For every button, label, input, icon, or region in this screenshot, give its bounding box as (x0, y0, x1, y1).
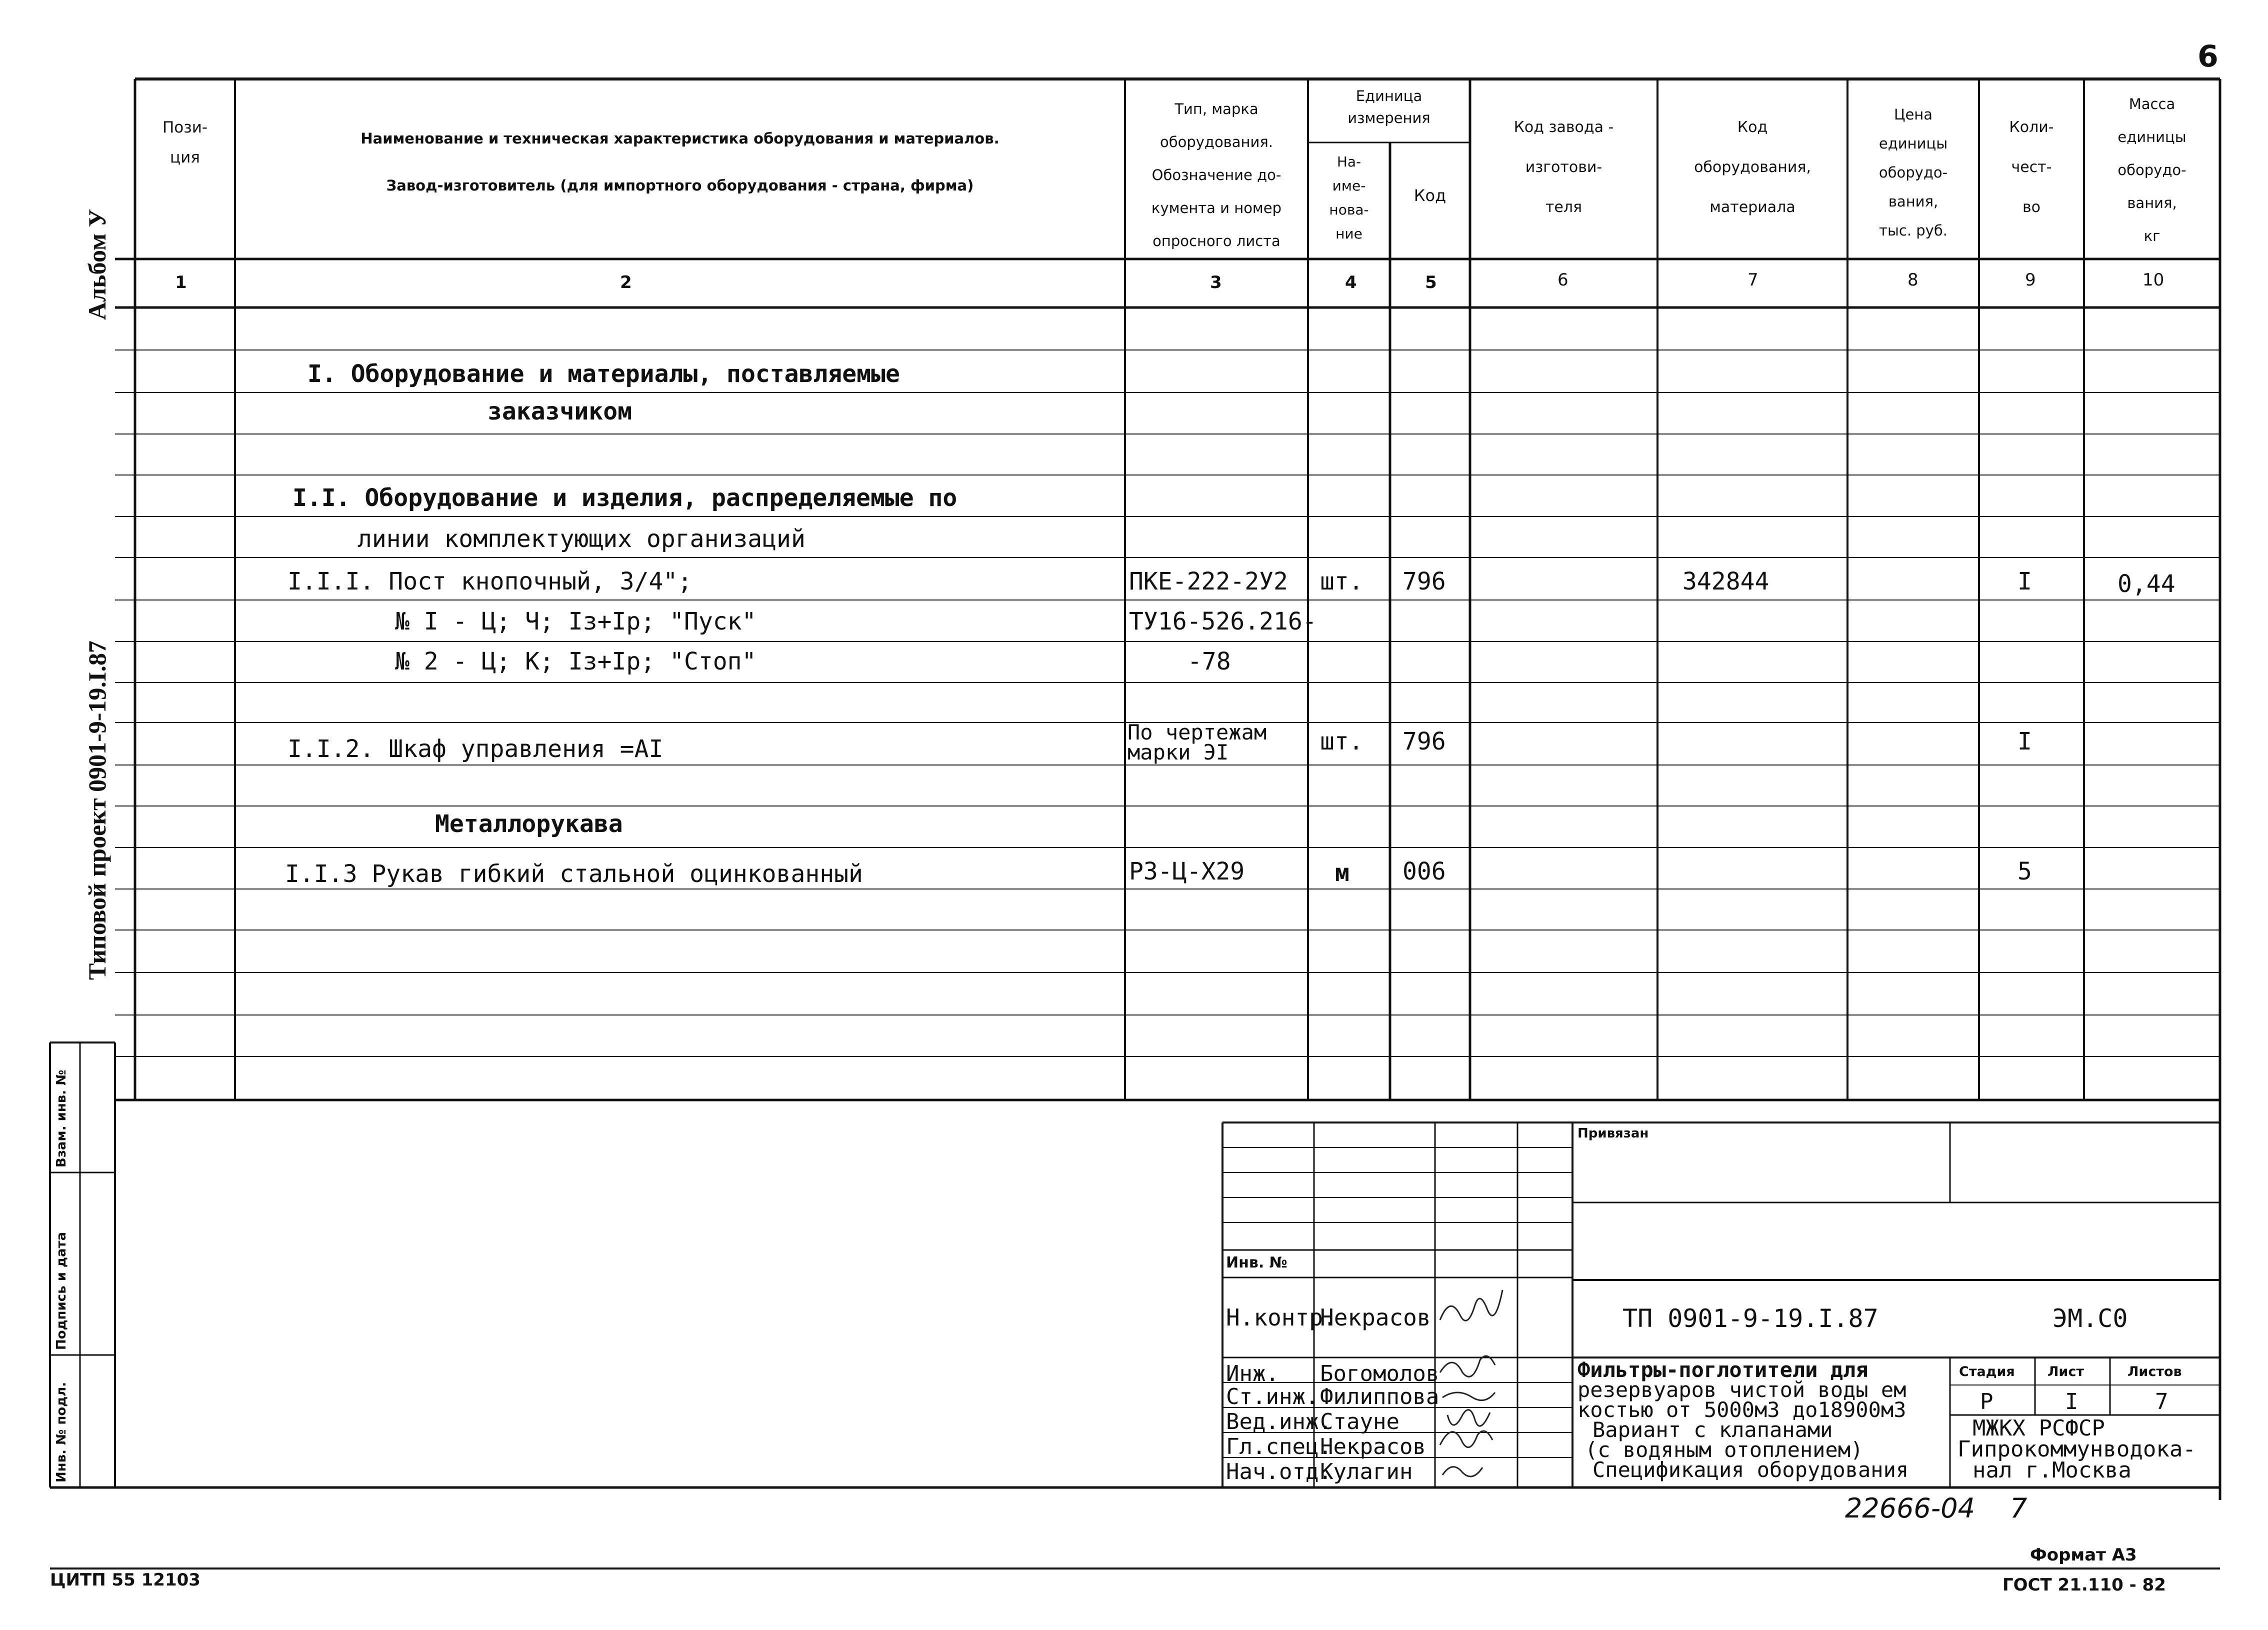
col-num-5: 5 (1425, 272, 1437, 292)
doc-mark: ЭМ.С0 (2052, 1304, 2128, 1333)
header-col9: Коли- чест- во (2009, 118, 2054, 216)
row-111-code: 796 (1402, 568, 1446, 596)
staff-name-4: Стауне (1320, 1409, 1400, 1434)
col-num-2: 2 (620, 272, 632, 292)
header-col10: Масса единицы оборудо- вания, кг (2118, 96, 2186, 244)
row-112-name: I.I.2. Шкаф управления =АI (288, 735, 664, 763)
sheet-value: I (2065, 1389, 2078, 1414)
page-number: 6 (2198, 39, 2218, 74)
row-112-unit: шт. (1320, 728, 1364, 756)
organization: МЖКХ РСФСР Гипрокоммунводока- нал г.Москва (1958, 1416, 2196, 1483)
col-num-6: 6 (1558, 270, 1568, 290)
row-111-sub2: № 2 - Ц; К; Iз+Iр; "Стоп" (395, 648, 756, 676)
row-section-1b: заказчиком (488, 398, 632, 426)
doc-code: ТП 0901-9-19.I.87 (1622, 1304, 1878, 1333)
stage-label: Стадия (1959, 1364, 2015, 1380)
privyazan-label: Привязан (1578, 1126, 1649, 1141)
row-111-type: ПКЕ-222-2У2 (1129, 568, 1288, 596)
col-num-8: 8 (1908, 270, 1918, 290)
row-113-type: Р3-Ц-Х29 (1129, 858, 1245, 886)
sheets-label: Листов (2128, 1364, 2182, 1380)
staff-role-4: Вед.инж. (1226, 1409, 1332, 1434)
row-111-unit: шт. (1320, 568, 1364, 596)
staff-role-1: Н.контр. (1226, 1304, 1337, 1331)
header-col6: Код завода - изготови- теля (1514, 118, 1614, 216)
col-num-10: 10 (2142, 270, 2164, 290)
row-111-qty: I (2018, 568, 2032, 596)
staff-role-5: Гл.спец. (1226, 1434, 1332, 1460)
row-111-sub1-type: ТУ16-526.216- (1129, 608, 1317, 636)
row-section-11b: линии комплектующих организаций (358, 525, 806, 553)
gost-label: ГОСТ 21.110 - 82 (2002, 1575, 2166, 1595)
staff-name-6: Кулагин (1320, 1459, 1413, 1484)
staff-name-5: Некрасов (1320, 1434, 1426, 1460)
staff-name-3: Филиппова (1320, 1384, 1440, 1410)
format-label: Формат А3 (2030, 1545, 2137, 1565)
row-113-qty: 5 (2018, 858, 2032, 886)
row-113-name: I.I.3 Рукав гибкий стальной оцинкованный (285, 860, 863, 888)
handwritten-number: 22666-04 (1845, 1492, 1975, 1524)
row-111-equip-code: 342844 (1682, 568, 1770, 596)
row-112-code: 796 (1402, 728, 1446, 756)
row-111-sub2-type: -78 (1188, 648, 1231, 676)
col-num-9: 9 (2025, 270, 2036, 290)
row-metalrukava: Металлорукава (435, 810, 623, 838)
cipt-label: ЦИТП 55 12103 (50, 1570, 200, 1590)
row-113-unit: м (1335, 859, 1350, 887)
header-col5: Код (1414, 186, 1446, 205)
row-111-name: I.I.I. Пост кнопочный, 3/4"; (288, 568, 692, 596)
handwritten-sheet: 7 (2010, 1492, 2028, 1524)
col-num-7: 7 (1748, 270, 1758, 290)
stamp-inv-podl: Инв. № подл. (54, 1382, 69, 1482)
row-112-type2: марки ЭI (1128, 740, 1229, 764)
staff-role-3: Ст.инж. (1226, 1384, 1319, 1410)
header-col3: Тип, марка оборудования. Обозначение до- кумента и номер опросного листа (1151, 100, 1282, 250)
project-label: Типовой проект 0901-9-19.I.87 (83, 640, 111, 980)
row-111-sub1: № I - Ц; Ч; Iз+Iр; "Пуск" (395, 608, 756, 636)
row-113-code: 006 (1402, 858, 1446, 886)
row-112-type: По чертежам (1128, 720, 1267, 744)
header-col4: На- име- нова- ние (1329, 154, 1369, 242)
row-section-11a: I.I. Оборудование и изделия, распределяемые по (292, 484, 958, 512)
inv-no-label: Инв. № (1226, 1254, 1288, 1272)
stage-value: Р (1980, 1389, 1994, 1414)
staff-role-6: Нач.отд. (1226, 1459, 1332, 1484)
col-num-1: 1 (175, 272, 187, 292)
row-112-qty: I (2018, 728, 2032, 756)
album-label: Альбом У (83, 208, 111, 320)
sheets-value: 7 (2155, 1389, 2168, 1414)
col-num-4: 4 (1345, 272, 1357, 292)
header-unit-group: Единица измерения (1348, 88, 1430, 126)
staff-name-2: Богомолов (1320, 1361, 1440, 1386)
header-col7: Код оборудования, материала (1694, 118, 1811, 216)
stamp-podpis: Подпись и дата (54, 1232, 69, 1350)
header-col2: Наименование и техническая характеристика оборудования и материалов. Завод-изготовитель (для импортного оборудования - страна, фирма) (360, 130, 1000, 194)
doc-description: Фильтры-поглотители для резервуаров чистой воды ем костью от 5000м3 до18900м3 Вариант с клапанами (с водяным отоплением) Спецификация оборудования (1578, 1358, 1909, 1482)
row-section-1a: I. Оборудование и материалы, поставляемые (308, 360, 900, 388)
col-num-3: 3 (1210, 272, 1222, 292)
staff-role-2: Инж. (1226, 1361, 1279, 1386)
staff-name-1: Некрасов (1320, 1304, 1431, 1331)
stamp-vzam: Взам. инв. № (54, 1070, 69, 1168)
header-col1: Пози- ция (162, 118, 208, 166)
sheet-label: Лист (2048, 1364, 2084, 1380)
row-111-mass: 0,44 (2118, 570, 2176, 598)
header-col8: Цена единицы оборудо- вания, тыс. руб. (1878, 106, 1948, 239)
